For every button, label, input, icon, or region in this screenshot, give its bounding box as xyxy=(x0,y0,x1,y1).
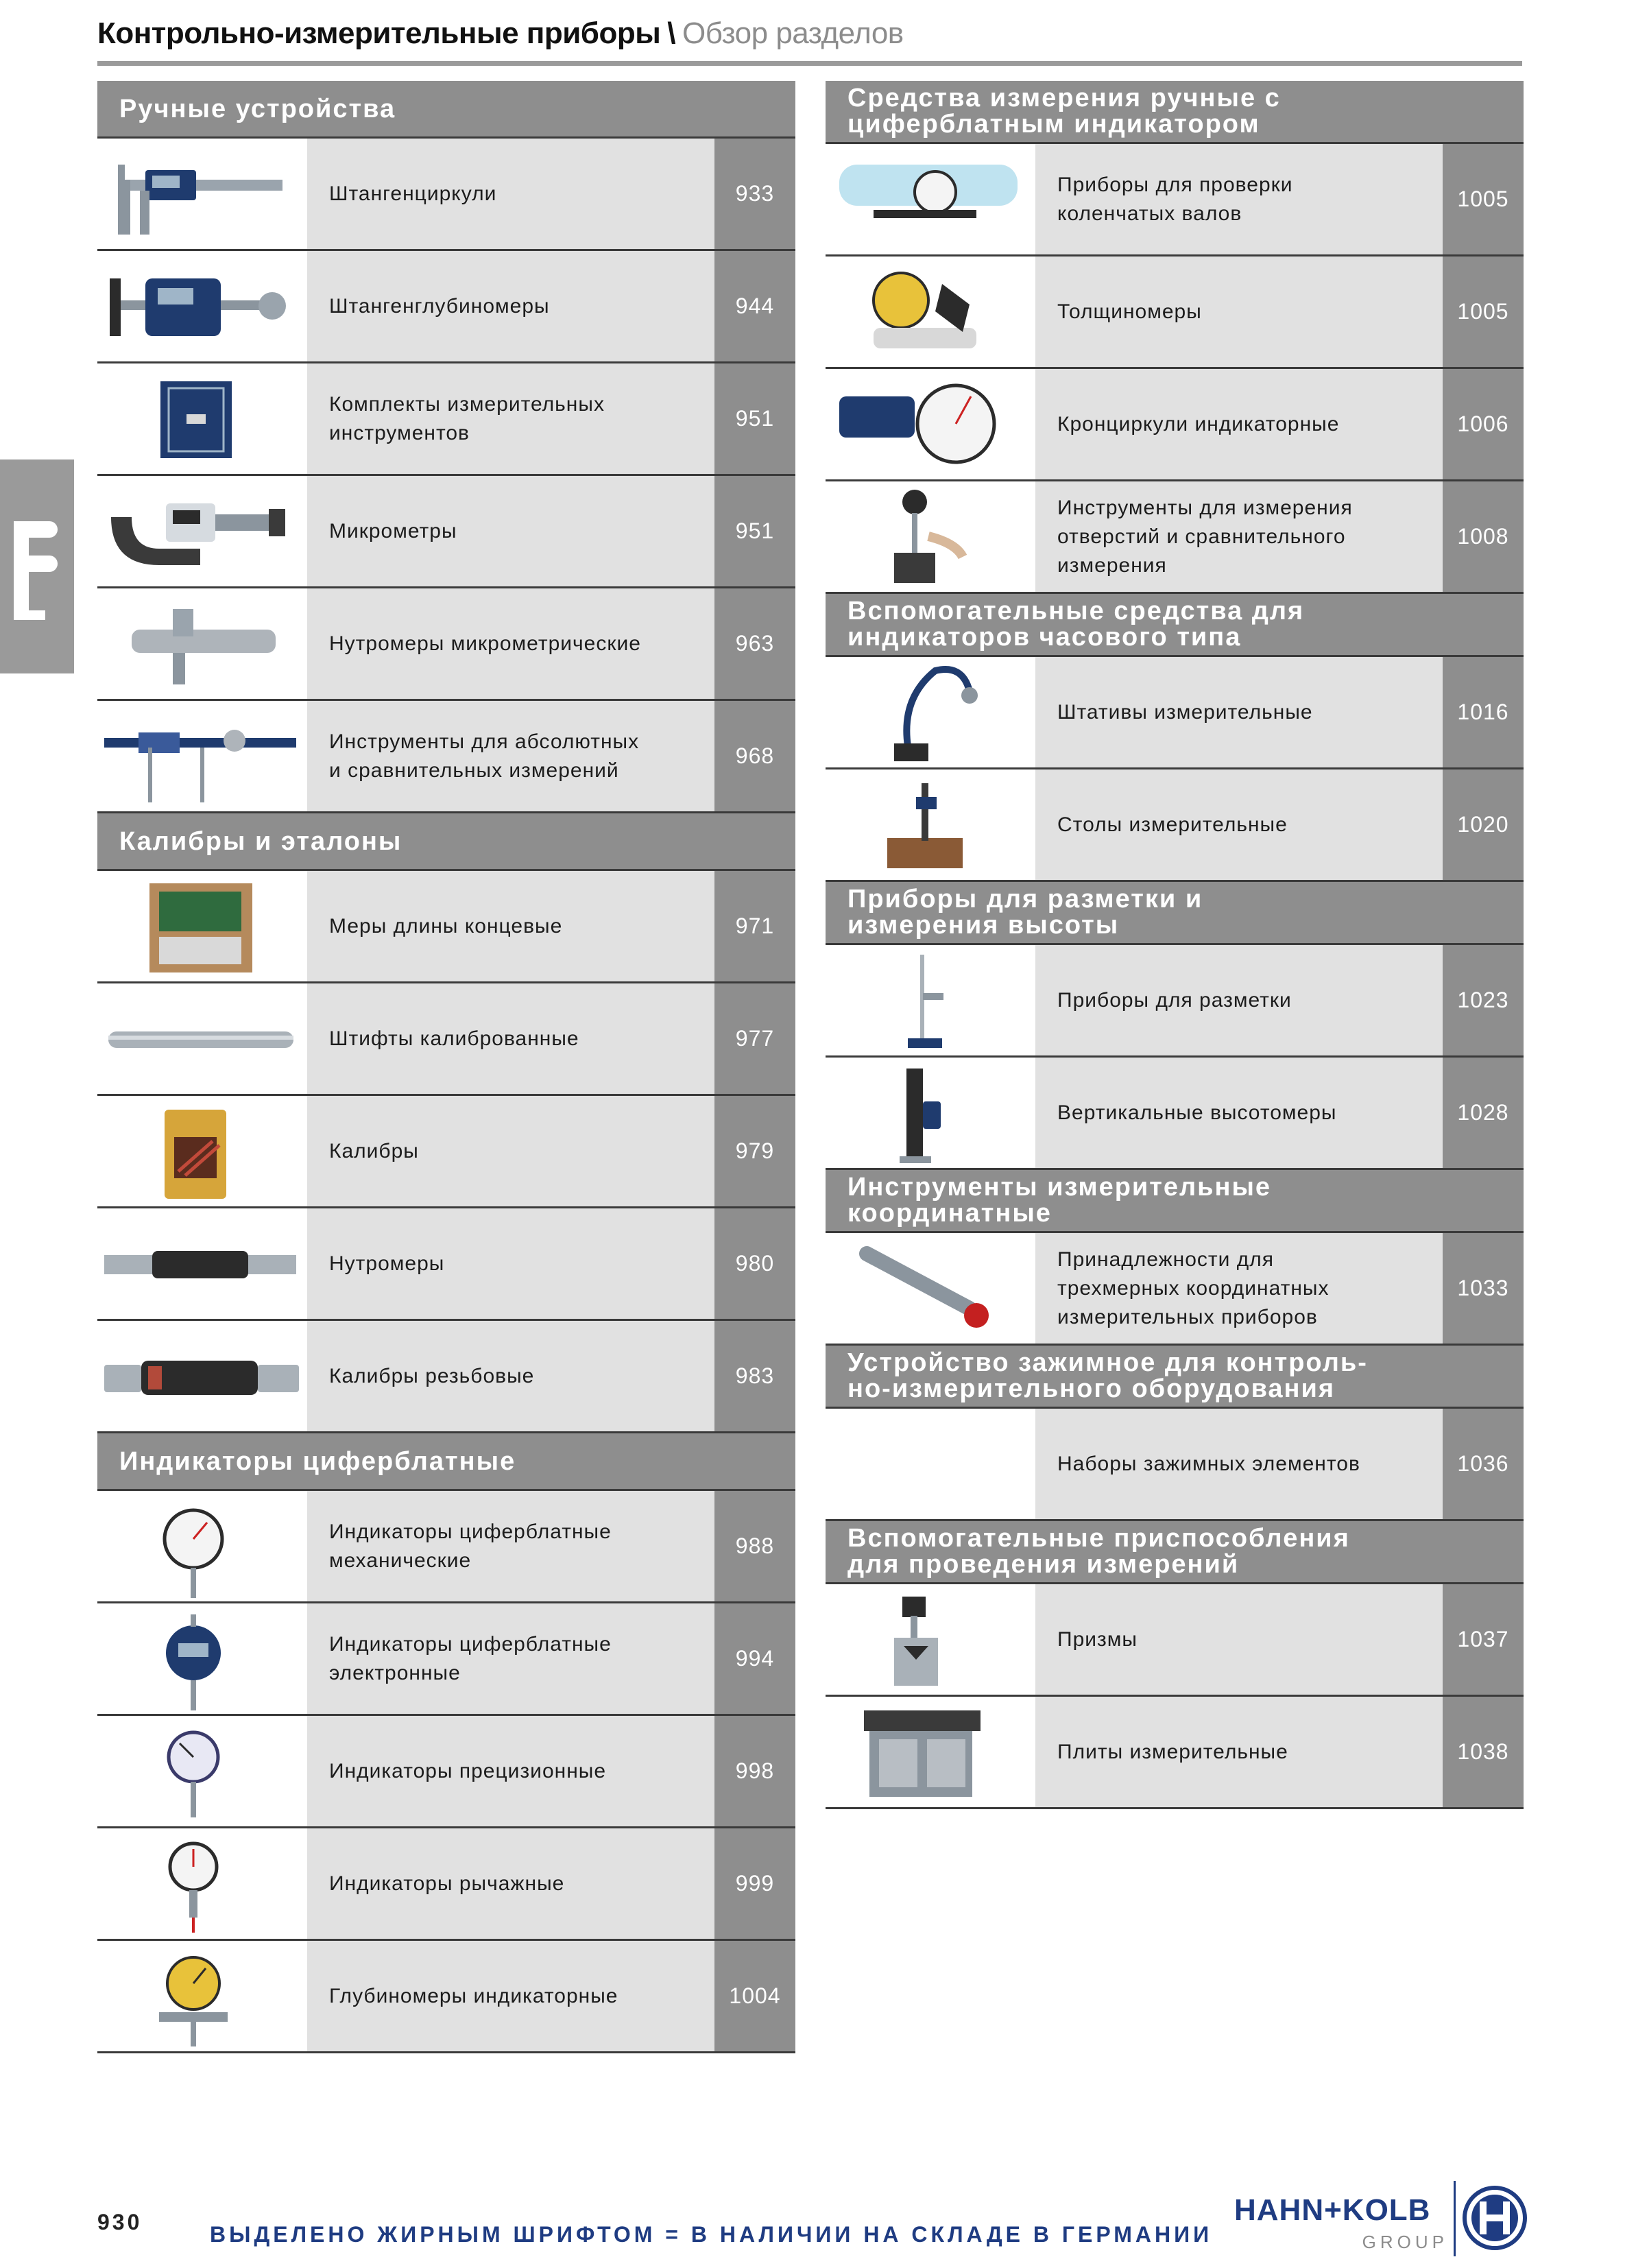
catalog-row[interactable] xyxy=(97,1491,795,1603)
lever-indicator-icon xyxy=(97,1828,307,1939)
row-label: Вертикальные высотомеры xyxy=(1035,1058,1443,1168)
section-header: Ручные устройства xyxy=(97,81,795,139)
catalog-row[interactable] xyxy=(97,1096,795,1208)
page-ref[interactable]: 1036 xyxy=(1443,1409,1524,1519)
row-label: Штангенглубиномеры xyxy=(307,251,714,361)
catalog-row[interactable] xyxy=(826,144,1524,256)
row-label: Толщиномеры xyxy=(1035,256,1443,367)
row-label: Микрометры xyxy=(307,476,714,586)
tool-set-case-icon xyxy=(97,363,307,474)
catalog-row[interactable] xyxy=(97,1603,795,1716)
catalog-row[interactable] xyxy=(97,983,795,1096)
catalog-row[interactable] xyxy=(826,945,1524,1058)
page-ref[interactable]: 977 xyxy=(714,983,795,1094)
hk-emblem-icon xyxy=(1462,2185,1528,2251)
row-label: Кронциркули индикаторные xyxy=(1035,369,1443,479)
page-ref[interactable]: 994 xyxy=(714,1603,795,1714)
vertical-height-meter-icon xyxy=(826,1058,1035,1168)
section-title: Средства измерения ручные с циферблатным индикатором xyxy=(847,84,1281,139)
stock-note: ВЫДЕЛЕНО ЖИРНЫМ ШРИФТОМ = В НАЛИЧИИ НА СКЛАДЕ В ГЕРМАНИИ xyxy=(210,2222,1213,2247)
row-label: Штангенциркули xyxy=(307,139,714,249)
section-header xyxy=(826,882,1524,945)
section-header: Калибры и эталоны xyxy=(97,813,795,871)
page-number: 930 xyxy=(97,2210,143,2234)
thickness-gauge-icon xyxy=(826,256,1035,367)
magnetic-stand-icon xyxy=(826,657,1035,767)
page-ref[interactable]: 1006 xyxy=(1443,369,1524,479)
gauge-pin-icon xyxy=(97,983,307,1094)
inside-micrometer-icon xyxy=(97,588,307,699)
catalog-row[interactable] xyxy=(826,769,1524,882)
page-header xyxy=(97,14,1522,66)
catalog-row[interactable] xyxy=(97,1828,795,1941)
precision-indicator-icon xyxy=(97,1716,307,1826)
catalog-row[interactable] xyxy=(97,1716,795,1828)
crankshaft-gauge-icon xyxy=(826,144,1035,254)
section-header: Индикаторы циферблатные xyxy=(97,1433,795,1491)
title-main: Контрольно-измерительные приборы xyxy=(97,16,661,50)
feeler-gauge-icon xyxy=(97,1096,307,1206)
row-label: Наборы зажимных элементов xyxy=(1035,1409,1443,1519)
section-header xyxy=(826,594,1524,657)
catalog-row[interactable] xyxy=(826,1697,1524,1809)
row-label: Плиты измерительные xyxy=(1035,1697,1443,1807)
empty-thumb xyxy=(826,1409,1035,1519)
cmm-probe-icon xyxy=(826,1233,1035,1344)
row-label: Калибры xyxy=(307,1096,714,1206)
page-ref[interactable]: 968 xyxy=(714,701,795,811)
catalog-row[interactable] xyxy=(97,1941,795,2053)
thread-gauge-icon xyxy=(97,1321,307,1431)
row-label: Калибры резьбовые xyxy=(307,1321,714,1431)
row-label: Штативы измерительные xyxy=(1035,657,1443,767)
catalog-row[interactable] xyxy=(97,1208,795,1321)
page-ref[interactable]: 951 xyxy=(714,476,795,586)
catalog-row[interactable] xyxy=(826,369,1524,481)
row-label: Нутромеры xyxy=(307,1208,714,1319)
catalog-row[interactable] xyxy=(826,1584,1524,1697)
row-label: Инструменты для измерения отверстий и сравнительного измерения xyxy=(1035,481,1443,592)
digital-indicator-icon xyxy=(97,1603,307,1714)
catalog-row[interactable] xyxy=(97,139,795,251)
row-label: Индикаторы прецизионные xyxy=(307,1716,714,1826)
catalog-row[interactable] xyxy=(97,1321,795,1433)
v-block-clamp-icon xyxy=(826,1584,1035,1695)
page-title xyxy=(97,16,904,51)
page-ref[interactable]: 1008 xyxy=(1443,481,1524,592)
catalog-row[interactable] xyxy=(97,871,795,983)
catalog-row[interactable] xyxy=(826,1409,1524,1521)
page-ref[interactable]: 983 xyxy=(714,1321,795,1431)
row-label: Приборы для разметки xyxy=(1035,945,1443,1055)
page-ref[interactable]: 944 xyxy=(714,251,795,361)
page-ref[interactable]: 971 xyxy=(714,871,795,981)
hole-gauge-icon xyxy=(826,481,1035,592)
page-ref[interactable]: 979 xyxy=(714,1096,795,1206)
page-ref[interactable]: 1038 xyxy=(1443,1697,1524,1807)
caliper-tab-icon xyxy=(7,508,62,631)
side-tab xyxy=(0,459,74,673)
title-subtitle: Обзор разделов xyxy=(682,16,904,50)
catalog-row[interactable] xyxy=(97,251,795,363)
page-ref[interactable]: 980 xyxy=(714,1208,795,1319)
section-title: Вспомогательные средства для индикаторов часового типа xyxy=(847,597,1305,652)
section-header xyxy=(826,1170,1524,1233)
page-ref[interactable]: 933 xyxy=(714,139,795,249)
page-ref[interactable]: 1004 xyxy=(714,1941,795,2051)
row-label: Инструменты для абсолютных и сравнительных измерений xyxy=(307,701,714,811)
page-ref[interactable]: 988 xyxy=(714,1491,795,1601)
page-ref[interactable]: 999 xyxy=(714,1828,795,1939)
section-header xyxy=(826,1346,1524,1409)
right-column xyxy=(826,81,1524,1809)
left-column xyxy=(97,81,795,2053)
row-label: Комплекты измерительных инструментов xyxy=(307,363,714,474)
section-title: Вспомогательные приспособления для проведения измерений xyxy=(847,1524,1350,1579)
catalog-row[interactable] xyxy=(826,1058,1524,1170)
row-label: Штифты калиброванные xyxy=(307,983,714,1094)
catalog-row[interactable] xyxy=(826,657,1524,769)
dial-indicator-icon xyxy=(97,1491,307,1601)
micrometer-icon xyxy=(97,476,307,586)
row-label: Меры длины концевые xyxy=(307,871,714,981)
section-title: Инструменты измерительные координатные xyxy=(847,1173,1272,1228)
brand-name: HAHN+KOLB xyxy=(1234,2193,1431,2227)
catalog-row[interactable] xyxy=(826,256,1524,369)
catalog-row[interactable] xyxy=(826,481,1524,594)
row-label: Индикаторы рычажные xyxy=(307,1828,714,1939)
catalog-row[interactable] xyxy=(97,588,795,701)
page-ref[interactable]: 963 xyxy=(714,588,795,699)
catalog-row[interactable] xyxy=(97,363,795,476)
section-title: Приборы для разметки и измерения высоты xyxy=(847,885,1203,940)
caliper-icon xyxy=(97,139,307,249)
row-label: Столы измерительные xyxy=(1035,769,1443,880)
section-header xyxy=(826,1521,1524,1584)
row-label: Индикаторы циферблатные механические xyxy=(307,1491,714,1601)
depth-indicator-icon xyxy=(97,1941,307,2051)
surface-plate-icon xyxy=(826,1697,1035,1807)
title-separator: \ xyxy=(667,16,676,50)
row-label: Нутромеры микрометрические xyxy=(307,588,714,699)
page-ref[interactable]: 951 xyxy=(714,363,795,474)
gauge-block-set-icon xyxy=(97,871,307,981)
depth-caliper-icon xyxy=(97,251,307,361)
height-gauge-icon xyxy=(826,945,1035,1055)
catalog-row[interactable] xyxy=(97,476,795,588)
page-ref[interactable]: 1020 xyxy=(1443,769,1524,880)
page-ref[interactable]: 1023 xyxy=(1443,945,1524,1055)
logo-divider xyxy=(1454,2181,1456,2256)
page-ref[interactable]: 1005 xyxy=(1443,256,1524,367)
plug-gauge-icon xyxy=(97,1208,307,1319)
brand-sub: GROUP xyxy=(1362,2232,1448,2252)
page-ref[interactable]: 998 xyxy=(714,1716,795,1826)
row-label: Индикаторы циферблатные электронные xyxy=(307,1603,714,1714)
section-header xyxy=(826,81,1524,144)
row-label: Принадлежности для трехмерных координатных измерительных приборов xyxy=(1035,1233,1443,1344)
dial-caliper-gauge-icon xyxy=(826,369,1035,479)
catalog-row[interactable] xyxy=(826,1233,1524,1346)
catalog-row[interactable] xyxy=(97,701,795,813)
page-ref[interactable]: 1028 xyxy=(1443,1058,1524,1168)
measuring-table-icon xyxy=(826,769,1035,880)
row-label: Глубиномеры индикаторные xyxy=(307,1941,714,2051)
page-ref[interactable]: 1016 xyxy=(1443,657,1524,767)
bore-gauge-icon xyxy=(97,701,307,811)
row-label: Призмы xyxy=(1035,1584,1443,1695)
page-ref[interactable]: 1033 xyxy=(1443,1233,1524,1344)
section-title: Устройство зажимное для контроль- но-измерительного оборудования xyxy=(847,1348,1368,1403)
row-label: Приборы для проверки коленчатых валов xyxy=(1035,144,1443,254)
page-ref[interactable]: 1005 xyxy=(1443,144,1524,254)
brand-logo xyxy=(1234,2181,1529,2256)
page-ref[interactable]: 1037 xyxy=(1443,1584,1524,1695)
